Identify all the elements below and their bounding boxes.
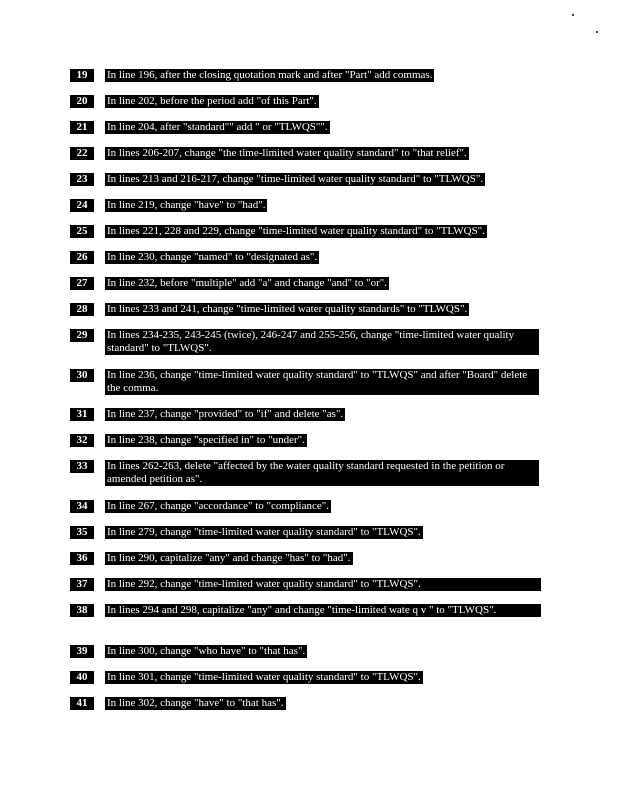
item-number: 39 (70, 645, 94, 658)
item-number: 41 (70, 697, 94, 710)
item-text: In line 300, change "who have" to "that has". (107, 645, 306, 657)
item-number: 29 (70, 329, 94, 342)
item-text: In line 237, change "provided" to "if" and delete "as". (107, 408, 344, 420)
item-text: In lines 294 and 298, capitalize "any" and change "time-limited wate q v " to "TLWQS". (105, 604, 541, 617)
item-number: 20 (70, 95, 94, 108)
item-number: 30 (70, 369, 94, 382)
item-number: 40 (70, 671, 94, 684)
item-number: 36 (70, 552, 94, 565)
item-number: 35 (70, 526, 94, 539)
item-number: 33 (70, 460, 94, 473)
item-text: In line 204, after "standard"" add " or "TLWQS"". (107, 121, 328, 133)
item-text: In lines 206-207, change "the time-limited water quality standard" to "that relief". (107, 147, 467, 159)
item-number: 23 (70, 173, 94, 186)
scan-speck (596, 31, 598, 33)
item-text: In line 301, change "time-limited water quality standard" to "TLWQS". (107, 671, 421, 683)
item-number: 22 (70, 147, 94, 160)
item-number: 26 (70, 251, 94, 264)
item-number: 19 (70, 69, 94, 82)
item-number: 24 (70, 199, 94, 212)
item-text: In line 238, change "specified in" to "under". (107, 434, 305, 446)
item-number: 28 (70, 303, 94, 316)
item-number: 32 (70, 434, 94, 447)
item-text: In line 196, after the closing quotation mark and after "Part" add commas. (107, 69, 433, 81)
item-text: In line 236, change "time-limited water quality standard" to "TLWQS" and after "Board" delete the comma. (105, 369, 539, 395)
item-number: 27 (70, 277, 94, 290)
item-number: 31 (70, 408, 94, 421)
item-text: In lines 213 and 216-217, change "time-limited water quality standard" to "TLWQS". (107, 173, 484, 185)
item-text: In line 290, capitalize "any" and change "has" to "had". (107, 552, 351, 564)
item-number: 38 (70, 604, 94, 617)
item-text: In line 202, before the period add "of this Part". (107, 95, 317, 107)
item-text: In lines 262-263, delete "affected by the water quality standard requested in the petition or amended petition as". (105, 460, 539, 486)
item-number: 37 (70, 578, 94, 591)
item-text: In lines 233 and 241, change "time-limited water quality standards" to "TLWQS". (107, 303, 468, 315)
item-text: In line 232, before "multiple" add "a" and change "and" to "or". (107, 277, 387, 289)
item-number: 25 (70, 225, 94, 238)
item-number: 21 (70, 121, 94, 134)
scan-speck (572, 14, 574, 16)
item-text: In lines 234-235, 243-245 (twice), 246-247 and 255-256, change "time-limited water quality standard" to "TLWQS". (105, 329, 539, 355)
item-text: In line 279, change "time-limited water quality standard" to "TLWQS". (107, 526, 421, 538)
item-text: In line 230, change "named" to "designated as". (107, 251, 318, 263)
item-text: In line 302, change "have" to "that has". (107, 697, 284, 709)
item-text: In line 219, change "have" to "had". (107, 199, 266, 211)
item-number: 34 (70, 500, 94, 513)
item-text: In line 267, change "accordance" to "compliance". (107, 500, 329, 512)
item-text: In line 292, change "time-limited water quality standard" to "TLWQS". (105, 578, 541, 591)
item-text: In lines 221, 228 and 229, change "time-limited water quality standard" to "TLWQS". (107, 225, 485, 237)
